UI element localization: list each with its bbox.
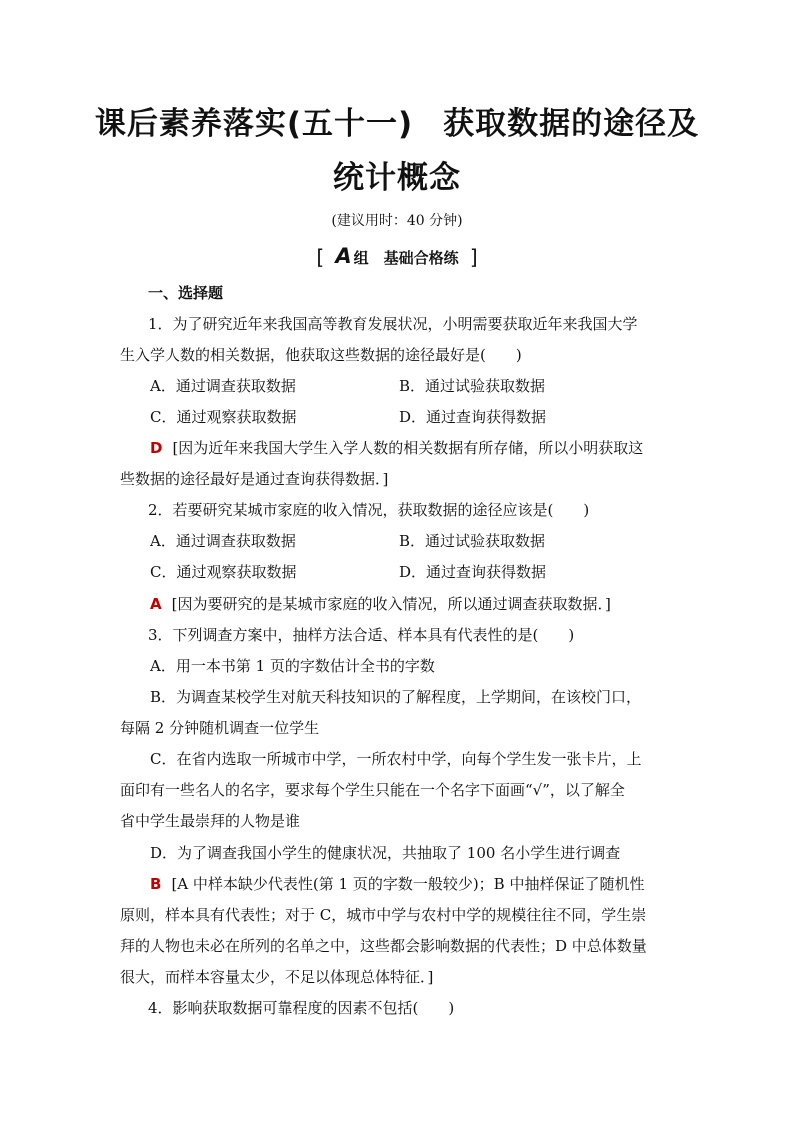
q3-explanation-line2: 原则，样本具有代表性；对于 C，城市中学与农村中学的规模往往不同，学生崇 bbox=[120, 906, 647, 924]
q2-answer: A bbox=[150, 595, 162, 613]
q3-option-c-line3: 省中学生最崇拜的人物是谁 bbox=[120, 812, 301, 830]
group-bracket-close: ] bbox=[469, 245, 478, 269]
suggested-time: (建议用时：40 分钟) bbox=[331, 213, 463, 229]
q3-option-a: A．用一本书第 1 页的字数估计全书的字数 bbox=[150, 657, 435, 675]
q3-explanation-line4: 很大，而样本容量太少，不足以体现总体特征．] bbox=[120, 968, 434, 986]
q3-stem: 3．下列调查方案中，抽样方法合适、样本具有代表性的是( ) bbox=[148, 626, 575, 644]
q2-option-d: D．通过查询获得数据 bbox=[399, 563, 547, 581]
page-title-line1 bbox=[0, 98, 794, 143]
q2-option-b: B．通过试验获取数据 bbox=[399, 532, 546, 550]
q4-stem: 4．影响获取数据可靠程度的因素不包括( ) bbox=[148, 999, 455, 1017]
group-label: 组 基础合格练 bbox=[353, 249, 459, 267]
q1-explanation-line2: 些数据的途径最好是通过查询获得数据．] bbox=[120, 470, 389, 488]
page-title-line2: 统计概念 bbox=[333, 160, 461, 196]
group-letter: A bbox=[335, 244, 352, 268]
title-part-b: 获取数据的途径及 bbox=[443, 106, 700, 142]
section-heading: 一、选择题 bbox=[148, 284, 224, 302]
q3-option-d: D．为了调查我国小学生的健康状况，共抽取了 100 名小学生进行调查 bbox=[150, 844, 621, 862]
q2-answer-line bbox=[150, 593, 611, 614]
q2-option-a: A．通过调查获取数据 bbox=[150, 532, 296, 550]
q1-option-a: A．通过调查获取数据 bbox=[150, 377, 296, 395]
q1-stem-line2: 生入学人数的相关数据，他获取这些数据的途径最好是( ) bbox=[120, 346, 522, 364]
q1-option-d: D．通过查询获得数据 bbox=[399, 408, 547, 426]
q3-option-b-line2: 每隔 2 分钟随机调查一位学生 bbox=[120, 719, 320, 737]
q3-explanation-line1: [A 中样本缺少代表性(第 1 页的字数一般较少)；B 中抽样保证了随机性 bbox=[171, 875, 645, 893]
q3-answer-line1 bbox=[150, 873, 644, 894]
q1-answer-line1 bbox=[150, 437, 643, 458]
title-part-a: 课后素养落实(五十一) bbox=[94, 106, 414, 142]
group-heading bbox=[0, 244, 794, 269]
q3-explanation-line3: 拜的人物也未必在所列的名单之中，这些都会影响数据的代表性；D 中总体数量 bbox=[120, 937, 647, 955]
q1-option-c: C．通过观察获取数据 bbox=[150, 408, 297, 426]
q3-answer: B bbox=[150, 875, 162, 893]
q1-stem-line1: 1．为了研究近年来我国高等教育发展状况，小明需要获取近年来我国大学 bbox=[148, 315, 638, 333]
q1-explanation-line1: [因为近年来我国大学生入学人数的相关数据有所存储，所以小明获取这 bbox=[172, 439, 644, 457]
group-bracket-open: [ bbox=[316, 245, 325, 269]
q1-option-b: B．通过试验获取数据 bbox=[399, 377, 546, 395]
q3-option-c-line1: C．在省内选取一所城市中学，一所农村中学，向每个学生发一张卡片，上 bbox=[150, 750, 642, 768]
q1-answer: D bbox=[150, 439, 163, 457]
q3-option-c-line2: 面印有一些名人的名字，要求每个学生只能在一个名字下面画“√”，以了解全 bbox=[120, 781, 625, 799]
q3-option-b-line1: B．为调查某校学生对航天科技知识的了解程度，上学期间，在该校门口， bbox=[150, 688, 642, 706]
q2-stem: 2．若要研究某城市家庭的收入情况，获取数据的途径应该是( ) bbox=[148, 501, 590, 519]
q2-explanation: [因为要研究的是某城市家庭的收入情况，所以通过调查获取数据．] bbox=[171, 595, 611, 613]
q2-option-c: C．通过观察获取数据 bbox=[150, 563, 297, 581]
